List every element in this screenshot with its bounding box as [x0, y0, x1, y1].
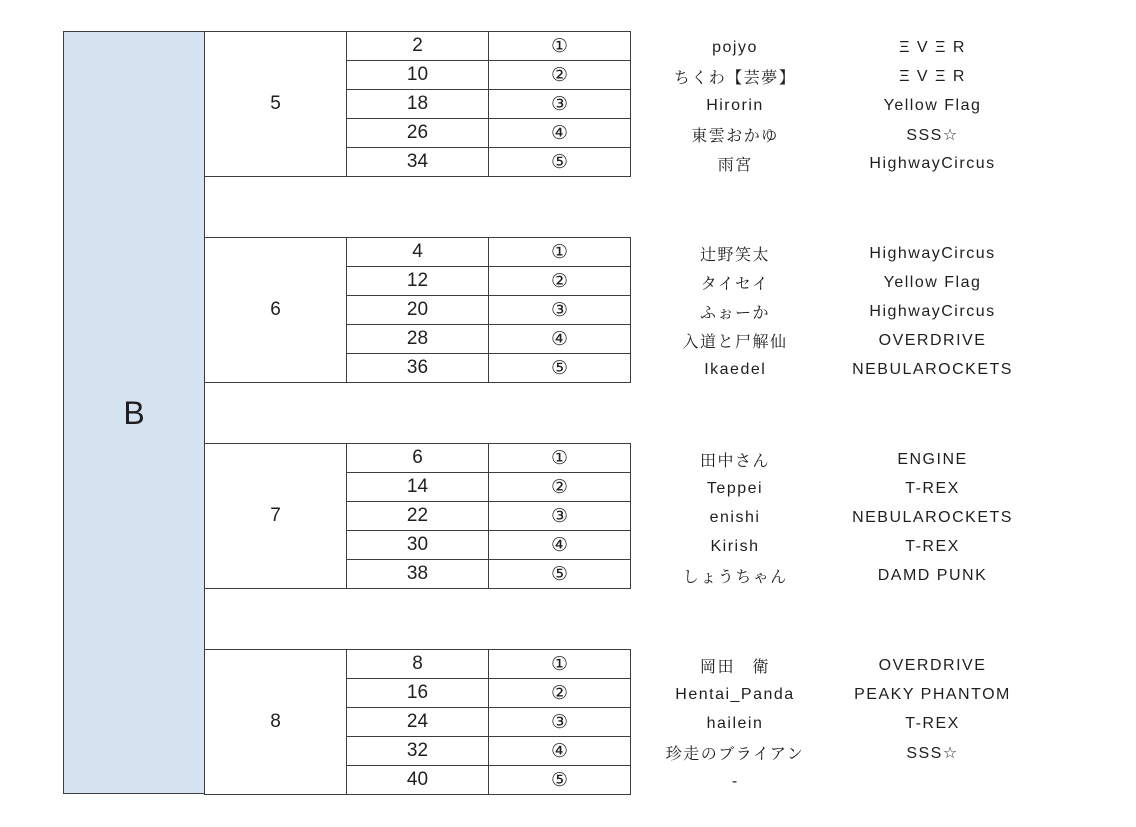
team-name: NEBULAROCKETS	[852, 508, 1013, 526]
player-name: hailein	[706, 714, 764, 732]
team-name: NEBULAROCKETS	[852, 360, 1013, 378]
entry-number-cell: 30	[347, 531, 489, 560]
player-name: タイセイ	[700, 276, 770, 293]
team-name: Ξ V Ξ R	[899, 67, 966, 85]
group-number-cell: 7	[205, 444, 347, 589]
entry-number-cell: 6	[347, 444, 489, 473]
entry-number-cell: 22	[347, 502, 489, 531]
player-name: 珍走のブライアン	[665, 746, 805, 763]
table-row	[205, 650, 1026, 679]
team-name: Yellow Flag	[883, 273, 982, 291]
team-name	[840, 766, 1026, 795]
player-name: Ikaedel	[704, 360, 767, 378]
seed-number-cell: ③	[489, 90, 631, 119]
entry-number-cell: 14	[347, 473, 489, 502]
player-name: 辻野笑太	[699, 247, 770, 264]
seed-number-cell: ②	[489, 679, 631, 708]
team-name: T-REX	[905, 537, 960, 555]
entry-number-cell: 12	[347, 267, 489, 296]
entry-number-cell: 34	[347, 148, 489, 177]
seed-number-cell: ②	[489, 267, 631, 296]
entry-number-cell: 10	[347, 61, 489, 90]
seed-number-cell: ②	[489, 473, 631, 502]
player-name: Teppei	[706, 479, 764, 497]
player-name: Hentai_Panda	[675, 685, 795, 703]
entry-number-cell: 4	[347, 238, 489, 267]
entry-number-cell: 18	[347, 90, 489, 119]
player-name: Kirish	[710, 537, 760, 555]
team-name: HighwayCircus	[869, 302, 996, 320]
group-5-table	[204, 31, 1026, 177]
table-row	[205, 444, 1026, 473]
player-name: 東雲おかゆ	[691, 128, 779, 145]
group-7-table	[204, 443, 1026, 589]
entry-number-cell: 20	[347, 296, 489, 325]
entry-number-cell: 16	[347, 679, 489, 708]
player-name: Hirorin	[706, 96, 764, 114]
seed-number-cell: ①	[489, 238, 631, 267]
seed-number-cell: ⑤	[489, 560, 631, 589]
player-name: -	[731, 772, 739, 790]
group-number-cell: 6	[205, 238, 347, 383]
player-name: ふぉーか	[699, 305, 770, 322]
seed-number-cell: ④	[489, 531, 631, 560]
player-name: しょうちゃん	[682, 569, 788, 586]
seed-number-cell: ④	[489, 325, 631, 354]
seed-number-cell: ⑤	[489, 148, 631, 177]
player-name: 田中さん	[699, 453, 770, 470]
seed-number-cell: ①	[489, 444, 631, 473]
team-name: OVERDRIVE	[878, 656, 987, 674]
seed-number-cell: ⑤	[489, 354, 631, 383]
entry-number-cell: 28	[347, 325, 489, 354]
entry-number-cell: 40	[347, 766, 489, 795]
seed-number-cell: ⑤	[489, 766, 631, 795]
team-name: HighwayCircus	[869, 244, 996, 262]
group-6-table	[204, 237, 1026, 383]
group-8-table	[204, 649, 1026, 795]
player-name: pojyo	[712, 38, 758, 56]
entry-number-cell: 24	[347, 708, 489, 737]
team-name: Ξ V Ξ R	[899, 38, 966, 56]
team-name: OVERDRIVE	[878, 331, 987, 349]
seed-number-cell: ②	[489, 61, 631, 90]
team-name: Yellow Flag	[883, 96, 982, 114]
group-number-cell: 8	[205, 650, 347, 795]
team-name: SSS☆	[906, 744, 959, 762]
seed-number-cell: ①	[489, 32, 631, 61]
seed-number-cell: ③	[489, 502, 631, 531]
player-name: 雨宮	[717, 157, 753, 174]
seed-number-cell: ①	[489, 650, 631, 679]
player-name: 入道と尸解仙	[682, 334, 788, 351]
team-name: SSS☆	[906, 126, 959, 144]
seed-number-cell: ④	[489, 737, 631, 766]
group-number-cell: 5	[205, 32, 347, 177]
entry-number-cell: 36	[347, 354, 489, 383]
block-label: B	[123, 394, 145, 431]
player-name: ちくわ【芸夢】	[673, 70, 797, 87]
team-name: HighwayCircus	[869, 154, 996, 172]
team-name: DAMD PUNK	[877, 566, 988, 584]
entry-number-cell: 38	[347, 560, 489, 589]
team-name: PEAKY PHANTOM	[854, 685, 1011, 703]
player-name: enishi	[709, 508, 761, 526]
entry-number-cell: 26	[347, 119, 489, 148]
entry-number-cell: 8	[347, 650, 489, 679]
table-row	[205, 32, 1026, 61]
team-name: ENGINE	[897, 450, 968, 468]
block-b-cell	[63, 31, 205, 794]
seed-number-cell: ④	[489, 119, 631, 148]
table-row	[205, 238, 1026, 267]
team-name: T-REX	[905, 479, 960, 497]
team-name: T-REX	[905, 714, 960, 732]
seed-number-cell: ③	[489, 708, 631, 737]
player-name: 岡田 衛	[699, 659, 770, 676]
entry-number-cell: 32	[347, 737, 489, 766]
entry-number-cell: 2	[347, 32, 489, 61]
seed-number-cell: ③	[489, 296, 631, 325]
